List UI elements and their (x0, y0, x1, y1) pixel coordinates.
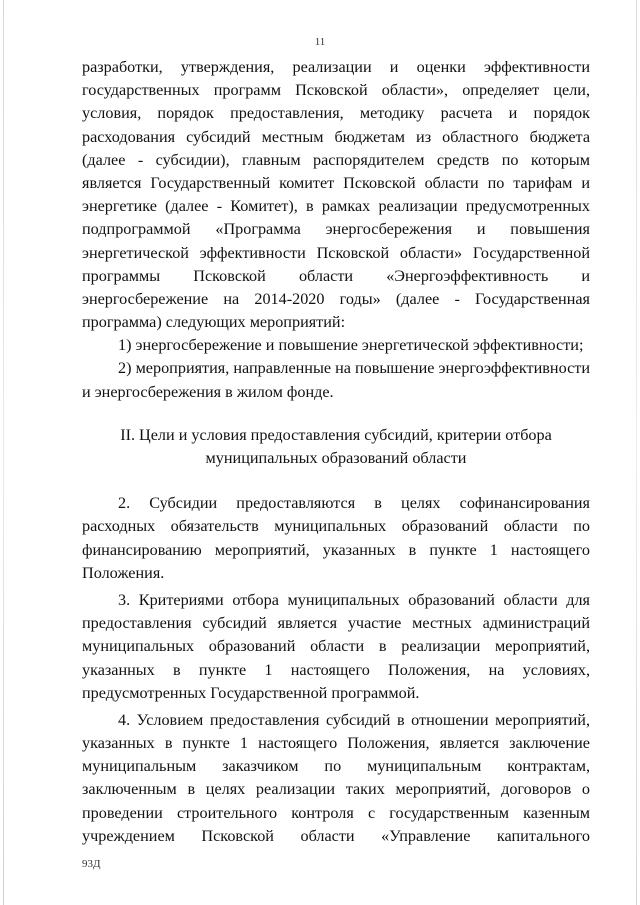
text-line: заключенным в целях реализации таких мероприятий, договоров о (82, 780, 590, 799)
page-number: 11 (314, 36, 326, 48)
text-line: предусмотренных Государственной программой. (82, 683, 420, 702)
text-line: подпрограммой «Программа энергосбережения и повышения (82, 220, 590, 239)
text-line: 3. Критериями отбора муниципальных образований области для (118, 590, 590, 609)
text-line: условия, порядок предоставления, методику расчета и порядок (82, 104, 590, 123)
text-line: муниципальным заказчиком по муниципальным контрактам, (82, 757, 590, 776)
paragraph-intro (82, 56, 590, 334)
text-line: проведении строительного контроля с государственным казенным (82, 803, 590, 822)
heading-line: II. Цели и условия предоставления субсидий, критерии отбора (120, 425, 552, 444)
footer-code: 93Д (82, 858, 101, 870)
text-line: Положения. (82, 563, 165, 582)
section-heading (82, 424, 590, 470)
text-line: финансированию мероприятий, указанных в пункте 1 настоящего (82, 540, 590, 559)
scan-edge-right (636, 0, 637, 905)
text-line: государственных программ Псковской области», определяет цели, (82, 81, 590, 100)
text-line: программа) следующих мероприятий: (82, 313, 346, 332)
text-line: учреждением Псковской области «Управление капитального (82, 826, 590, 845)
text-line: муниципальных образований области в реализации мероприятий, (82, 637, 590, 656)
heading-line: муниципальных образований области (205, 449, 467, 467)
text-line: указанных в пункте 1 настоящего Положения, на условиях, (82, 660, 590, 679)
list-item-2 (82, 357, 590, 403)
text-line: 4. Условием предоставления субсидий в отношении мероприятий, (118, 710, 590, 729)
text-line: (далее - субсидии), главным распорядителем средств по которым (82, 150, 590, 169)
paragraph-3 (82, 589, 590, 705)
text-line: и энергосбережения в жилом фонде. (82, 382, 334, 401)
text-line: расходных обязательств муниципальных образований области по (82, 517, 590, 536)
paragraph-2 (82, 492, 590, 585)
text-line: энергетике (далее - Комитет), в рамках реализации предусмотренных (82, 197, 590, 216)
text-line: предоставления субсидий является участие местных администраций (82, 614, 590, 633)
text-line: 1) энергосбережение и повышение энергетической эффективности; (118, 336, 584, 355)
list-item-1 (82, 334, 590, 357)
text-line: расходования субсидий местным бюджетам из областного бюджета (82, 127, 590, 146)
text-line: программы Псковской области «Энергоэффективность и (82, 266, 590, 285)
text-line: энергосбережение на 2014-2020 годы» (далее - Государственная (82, 289, 590, 308)
scan-edge-left (3, 0, 4, 905)
text-line: разработки, утверждения, реализации и оценки эффективности (82, 58, 590, 76)
text-line: указанных в пункте 1 настоящего Положения, является заключение (82, 734, 590, 753)
paragraph-4 (82, 709, 590, 848)
text-line: 2) мероприятия, направленные на повышение энергоэффективности (118, 359, 590, 378)
text-line: 2. Субсидии предоставляются в целях софинансирования (118, 494, 590, 513)
text-line: является Государственный комитет Псковской области по тарифам и (82, 173, 590, 192)
text-line: энергетической эффективности Псковской области» Государственной (82, 243, 590, 262)
document-body (82, 56, 590, 848)
